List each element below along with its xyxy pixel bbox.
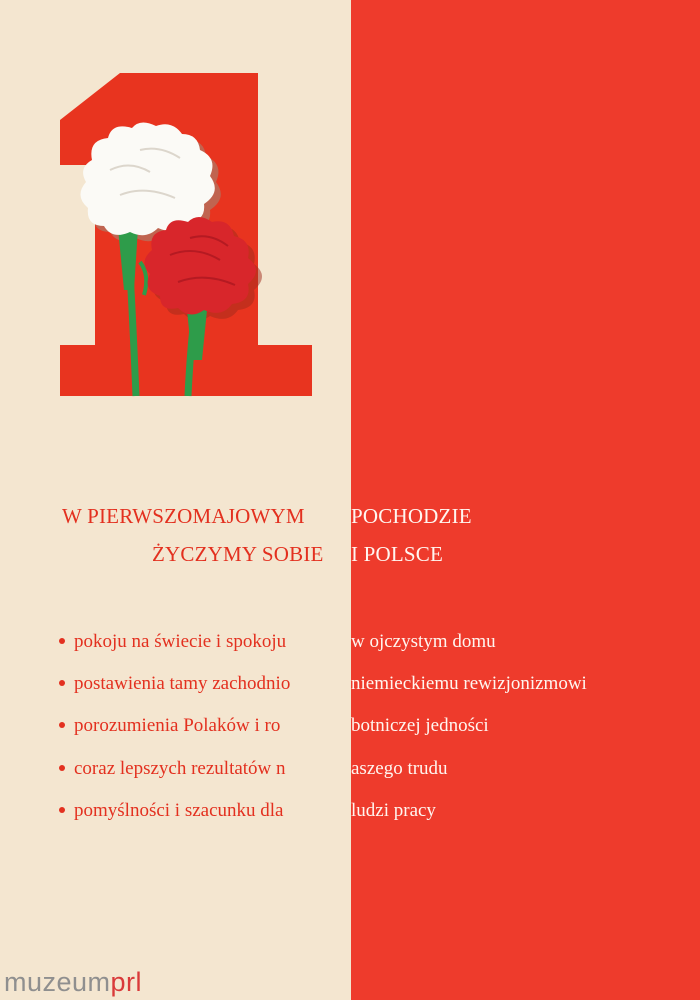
headline-1-right: POCHODZIE <box>351 504 472 528</box>
wish-item <box>0 672 700 700</box>
wish-3-left: porozumienia Polaków i ro <box>74 715 281 736</box>
wish-2-right: niemieckiemu rewizjonizmowi <box>351 673 587 694</box>
bullet-icon <box>59 807 65 813</box>
bullet-icon <box>59 638 65 644</box>
wish-1-left: pokoju na świecie i spokoju <box>74 631 287 652</box>
headline-line-2 <box>0 541 700 571</box>
watermark-part-1: muzeum <box>4 967 111 997</box>
wish-item <box>0 714 700 742</box>
watermark-part-2: prl <box>110 967 143 997</box>
wish-item <box>0 630 700 658</box>
bullet-icon <box>59 765 65 771</box>
muzeumprl-watermark <box>4 966 142 998</box>
headline-2-right: I POLSCE <box>351 542 444 566</box>
wish-4-right: aszego trudu <box>351 758 448 779</box>
wish-1-right: w ojczystym domu <box>351 631 496 652</box>
bullet-icon <box>59 722 65 728</box>
wish-3-right: botniczej jedności <box>351 715 489 736</box>
headline-2-left: ŻYCZYMY SOBIE <box>152 542 324 566</box>
bullet-icon <box>59 680 65 686</box>
wish-5-right: ludzi pracy <box>351 800 436 821</box>
headline-line-1 <box>0 503 700 533</box>
wish-4-left: coraz lepszych rezultatów n <box>74 758 286 779</box>
headline-1-left: W PIERWSZOMAJOWYM <box>62 504 305 528</box>
wish-item <box>0 799 700 827</box>
wish-2-left: postawienia tamy zachodnio <box>74 673 291 694</box>
wish-5-left: pomyślności i szacunku dla <box>74 800 284 821</box>
wish-item <box>0 757 700 785</box>
